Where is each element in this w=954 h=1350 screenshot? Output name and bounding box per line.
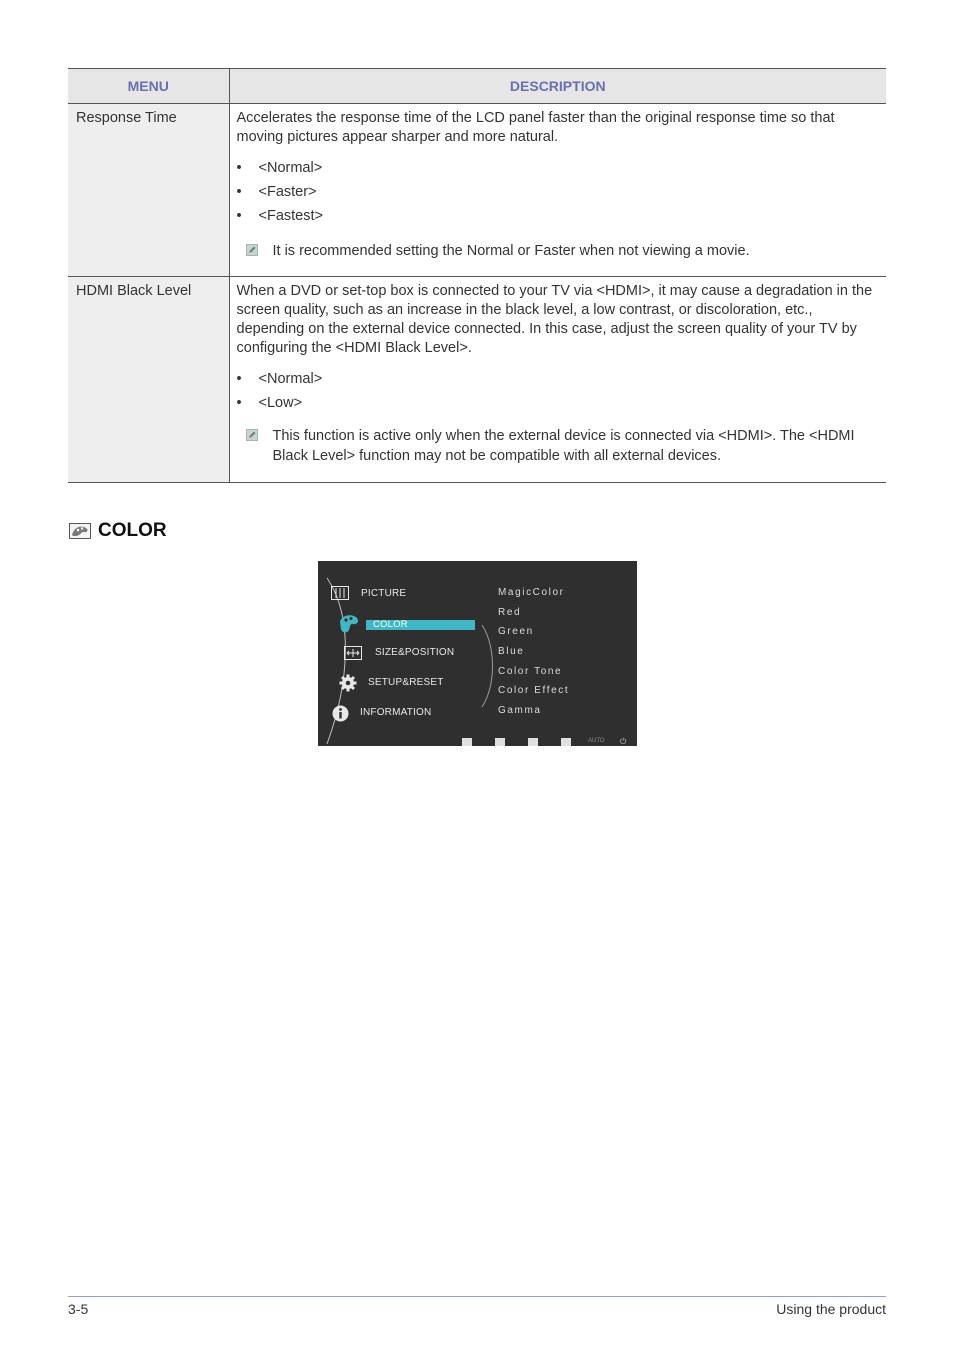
size-position-icon bbox=[344, 646, 362, 664]
section-title: COLOR bbox=[98, 520, 167, 541]
description-cell bbox=[229, 104, 886, 277]
option-label: <Fastest> bbox=[258, 208, 323, 224]
option-list bbox=[237, 367, 879, 415]
osd-submenu-item[interactable]: Color Effect bbox=[498, 685, 570, 696]
gear-icon bbox=[339, 674, 357, 696]
osd-menu-screenshot bbox=[318, 561, 637, 746]
osd-submenu-item[interactable]: Blue bbox=[498, 646, 525, 657]
note bbox=[237, 426, 879, 466]
description-text: When a DVD or set-top box is connected to your TV via <HDMI>, it may cause a degradation in the screen quality, such as an increase in the black level, a low contrast, or discoloration, etc., depending on the external device connected. In this case, adjust the screen quality of your TV by configuring the <HDMI Black Level>. bbox=[236, 283, 873, 356]
page-number: 3-5 bbox=[68, 1301, 89, 1317]
color-palette-icon bbox=[69, 523, 91, 539]
power-icon[interactable]: ⏻ bbox=[620, 737, 627, 746]
table-row bbox=[68, 104, 886, 277]
enter-button-icon[interactable] bbox=[561, 738, 571, 746]
description-text: Accelerates the response time of the LCD panel faster than the original response time so that moving pictures appear sharper and more natural. bbox=[236, 110, 835, 145]
down-button-icon[interactable] bbox=[495, 738, 505, 746]
menu-column-header: MENU bbox=[68, 69, 229, 104]
note bbox=[237, 241, 879, 261]
option-list bbox=[237, 156, 879, 228]
footer-divider bbox=[68, 1296, 886, 1297]
up-button-icon[interactable] bbox=[528, 738, 538, 746]
osd-submenu-item[interactable]: Red bbox=[498, 607, 522, 618]
option-label: <Normal> bbox=[258, 160, 323, 176]
menu-cell: HDMI Black Level bbox=[68, 277, 229, 483]
chapter-title: Using the product bbox=[776, 1301, 886, 1317]
list-item bbox=[237, 156, 879, 180]
note-text: This function is active only when the external device is connected via <HDMI>. The <HDMI Black Level> function may not be compatible with all external devices. bbox=[272, 428, 855, 464]
note-icon bbox=[246, 244, 258, 256]
osd-menu-information[interactable]: INFORMATION bbox=[360, 707, 432, 718]
note-icon bbox=[246, 429, 258, 441]
bullet: • bbox=[236, 395, 242, 411]
auto-button[interactable]: AUTO bbox=[588, 738, 605, 744]
bullet: • bbox=[236, 160, 242, 176]
osd-menu-picture[interactable]: PICTURE bbox=[361, 588, 407, 599]
option-label: <Low> bbox=[258, 395, 303, 411]
list-item bbox=[237, 204, 879, 228]
color-icon bbox=[338, 613, 360, 639]
table-row bbox=[68, 277, 886, 483]
note-text: It is recommended setting the Normal or Faster when not viewing a movie. bbox=[272, 243, 750, 259]
bullet: • bbox=[236, 208, 242, 224]
picture-icon bbox=[331, 586, 349, 604]
menu-button-icon[interactable] bbox=[462, 738, 472, 746]
list-item bbox=[237, 367, 879, 391]
description-cell bbox=[229, 277, 886, 483]
osd-submenu-item[interactable]: Color Tone bbox=[498, 666, 563, 677]
section-heading bbox=[69, 519, 167, 543]
osd-menu-setup-reset[interactable]: SETUP&RESET bbox=[368, 677, 444, 688]
list-item bbox=[237, 391, 879, 415]
bullet: • bbox=[236, 371, 242, 387]
osd-menu-size-position[interactable]: SIZE&POSITION bbox=[375, 647, 455, 658]
option-label: <Faster> bbox=[258, 184, 317, 200]
list-item bbox=[237, 180, 879, 204]
description-column-header: DESCRIPTION bbox=[229, 69, 886, 104]
menu-cell: Response Time bbox=[68, 104, 229, 277]
osd-submenu-item[interactable]: MagicColor bbox=[498, 587, 565, 598]
option-label: <Normal> bbox=[258, 371, 323, 387]
bullet: • bbox=[236, 184, 242, 200]
info-icon bbox=[332, 705, 349, 726]
osd-submenu-item[interactable]: Gamma bbox=[498, 705, 542, 716]
spec-table bbox=[68, 68, 886, 483]
osd-submenu-item[interactable]: Green bbox=[498, 626, 534, 637]
osd-menu-color[interactable]: COLOR bbox=[373, 619, 408, 630]
